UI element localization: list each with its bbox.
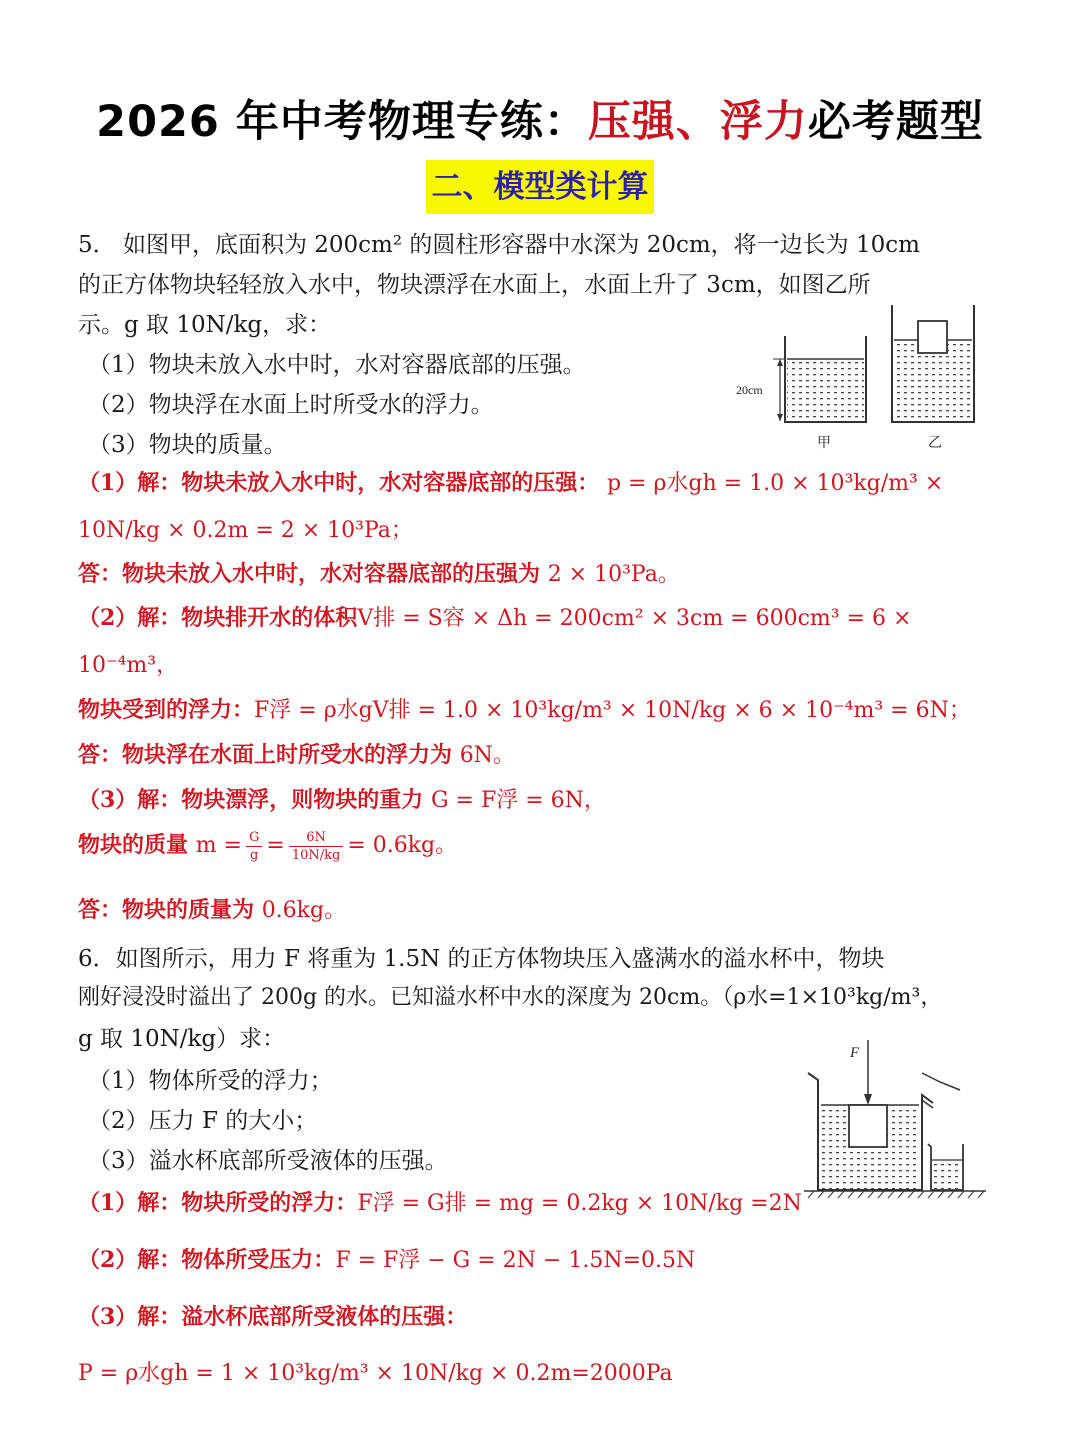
title-highlight: 压强、浮力 — [587, 97, 808, 147]
p6-sub-2: （2）压力 F 的大小； — [88, 1108, 318, 1134]
p6-sub-1: （1）物体所受的浮力； — [88, 1068, 333, 1094]
p5-sub-3: （3）物块的质量。 — [88, 432, 287, 458]
p5-solution-3: （3）解：物块漂浮，则物块的重力 G = F浮 = 6N， — [78, 787, 606, 813]
figure-label-b: 乙 — [928, 435, 942, 451]
p5-sub-2: （2）物块浮在水面上时所受水的浮力。 — [88, 392, 494, 418]
title-suffix: 必考题型 — [807, 97, 984, 147]
p6-solution-3: （3）解：溢水杯底部所受液体的压强： — [78, 1304, 468, 1330]
p5-solution-1: （1）解：物块未放入水中时，水对容器底部的压强： p = ρ水gh = 1.0 × 10³kg/m³ × — [78, 470, 944, 496]
page-title — [0, 88, 1080, 149]
p5-answer-1: 答：物块未放入水中时，水对容器底部的压强为 2 × 10³Pa。 — [78, 561, 680, 587]
depth-label: 20cm — [736, 383, 763, 397]
p6-solution-2: （2）解：物体所受压力：F = F浮 − G = 2N − 1.5N=0.5N — [78, 1247, 696, 1273]
p5-figure — [728, 300, 1000, 460]
p5-line-2: 的正方体物块轻轻放入水中，物块漂浮在水面上，水面上升了 3cm，如图乙所 — [78, 272, 871, 298]
ground-hatching — [804, 1191, 986, 1198]
p5-solution-2: （2）解：物块排开水的体积V排 = S容 × Δh = 200cm² × 3cm = 600cm³ = 6 × — [78, 605, 912, 631]
p5-line-1: 5． 如图甲，底面积为 200cm² 的圆柱形容器中水深为 20cm，将一边长为 10cm — [78, 232, 920, 258]
p6-solution-1: （1）解：物块所受的浮力：F浮 = G排 = mg = 0.2kg × 10N/kg =2N — [78, 1190, 802, 1216]
p6-line-2: 刚好浸没时溢出了 200g 的水。已知溢水杯中水的深度为 20cm。（ρ水=1×10³kg/m³， — [78, 985, 943, 1010]
p5-solution-3-mass: 物块的质量 m = $\frac{G}{g}$ = $\frac{6N}{10N/kg}$ = 0.6kg。 — [78, 829, 458, 863]
p5-solution-2-force: 物块受到的浮力：F浮 = ρ水gV排 = 1.0 × 10³kg/m³ × 10N/kg × 6 × 10⁻⁴m³ = 6N； — [78, 697, 971, 723]
small-beaker — [928, 1144, 963, 1190]
container-b — [892, 305, 974, 422]
p5-solution-2-cont: 10⁻⁴m³， — [78, 653, 179, 678]
fraction-g-over-g: $\frac{G}{g}$ — [246, 831, 262, 862]
section-heading: 二、模型类计算 — [426, 160, 654, 214]
p6-line-3: g 取 10N/kg）求： — [78, 1026, 286, 1052]
p6-line-1: 6．如图所示，用力 F 将重为 1.5N 的正方体物块压入盛满水的溢水杯中，物块 — [78, 946, 885, 972]
p5-line-3: 示。g 取 10N/kg，求： — [78, 312, 332, 338]
p6-solution-3-formula: P = ρ水gh = 1 × 10³kg/m³ × 10N/kg × 0.2m=2000Pa — [78, 1361, 673, 1386]
p5-solution-1-cont: 10N/kg × 0.2m = 2 × 10³Pa； — [78, 518, 413, 543]
submerged-block — [849, 1105, 887, 1147]
floating-block — [918, 321, 947, 353]
p6-figure — [800, 1030, 990, 1200]
title-prefix: 2026 年中考物理专练： — [96, 97, 588, 147]
p5-answer-2: 答：物块浮在水面上时所受水的浮力为 6N。 — [78, 742, 515, 768]
fraction-6n-over-10nkg: $\frac{6N}{10N/kg}$ — [289, 831, 344, 862]
figure-label-a: 甲 — [817, 435, 831, 451]
container-a — [773, 336, 866, 422]
p5-sub-1: （1）物块未放入水中时，水对容器底部的压强。 — [88, 352, 586, 378]
force-label: F — [850, 1045, 860, 1061]
p5-answer-3: 答：物块的质量为 0.6kg。 — [78, 897, 347, 923]
p6-sub-3: （3）溢水杯底部所受液体的压强。 — [88, 1148, 448, 1174]
